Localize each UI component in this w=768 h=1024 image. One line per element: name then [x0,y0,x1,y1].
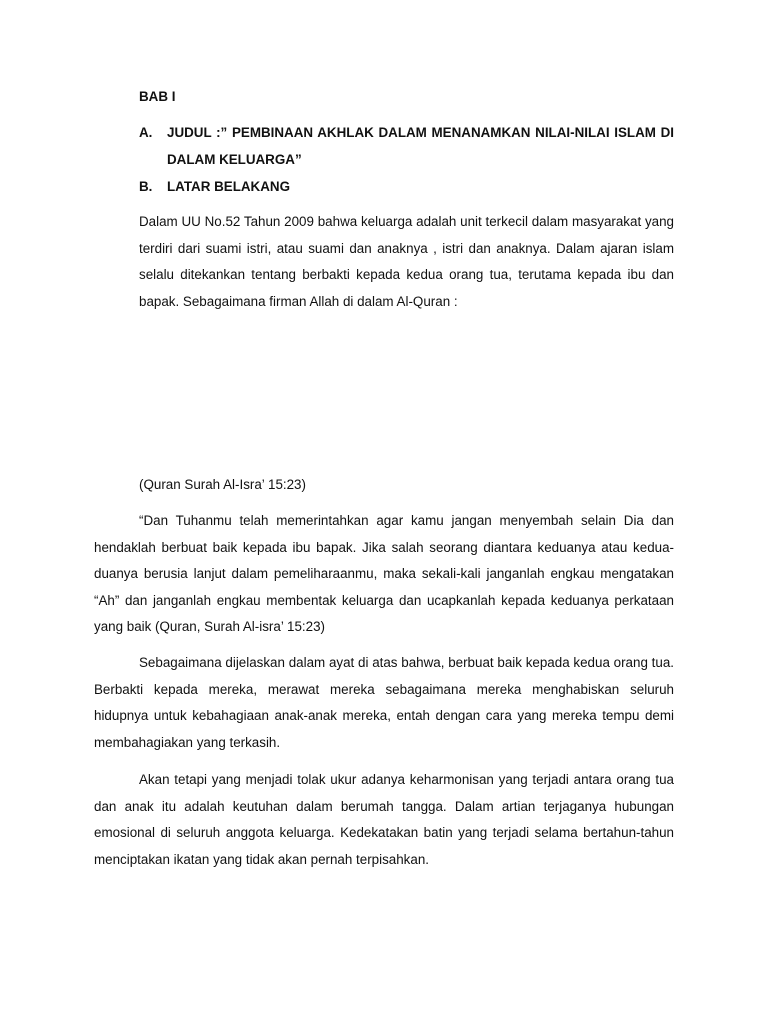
heading-marker: A. [139,125,153,140]
heading-list [139,119,674,200]
paragraph-verse-translation: “Dan Tuhanmu telah memerintahkan agar kamu jangan menyembah selain Dia dan hendaklah berbuat baik kepada ibu bapak. Jika salah seorang diantara keduanya atau kedua-duanya berusia lanjut dalam pemeliharaanmu, maka sekali-kali janganlah engkau mengatakan “Ah” dan janganlah engkau membentak keluarga dan ucapkanlah kepada keduanya perkataan yang baik (Quran, Surah Al-isra’ 15:23) [94,513,674,634]
intro-paragraph: Dalam UU No.52 Tahun 2009 bahwa keluarga adalah unit terkecil dalam masyarakat yang terdiri dari suami istri, atau suami dan anaknya , istri dan anaknya. Dalam ajaran islam selalu ditekankan tentang berbakti kepada kedua orang tua, terutama kepada ibu dan bapak. Sebagaimana firman Allah di dalam Al-Quran : [139,214,674,309]
verse-placeholder [139,330,674,460]
heading-title [139,119,674,173]
heading-marker: B. [139,179,153,194]
heading-text: LATAR BELAKANG [167,179,290,194]
heading-text: JUDUL :” PEMBINAAN AKHLAK DALAM MENANAMKAN NILAI-NILAI ISLAM DI DALAM KELUARGA” [167,125,674,167]
paragraph-explanation: Sebagaimana dijelaskan dalam ayat di atas bahwa, berbuat baik kepada kedua orang tua. Berbakti kepada mereka, merawat mereka sebagaimana mereka menghabiskan seluruh hidupnya untuk kebahagiaan anak-anak mereka, entah dengan cara yang mereka tempu demi membahagiakan yang terkasih. [94,655,674,750]
chapter-title: BAB I [139,89,176,104]
paragraph-harmony: Akan tetapi yang menjadi tolak ukur adanya keharmonisan yang terjadi antara orang tua dan anak itu adalah keutuhan dalam berumah tangga. Dalam artian terjaganya hubungan emosional di seluruh anggota keluarga. Kedekatakan batin yang terjadi selama bertahun-tahun menciptakan ikatan yang tidak akan pernah terpisahkan. [94,772,674,867]
verse-citation: (Quran Surah Al-Isra’ 15:23) [139,477,306,492]
heading-background [139,173,674,200]
